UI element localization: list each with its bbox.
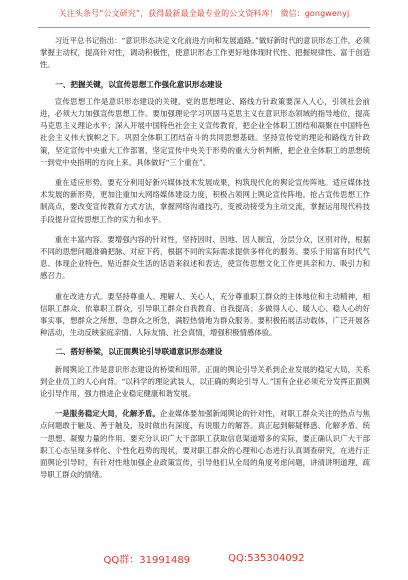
lead-paragraph-text: 企业媒体要加强新闻舆论的针对性，对职工群众关注的热点与焦点问题敢于触及、善于触及，及时做出有深度、有说服力的解答。真正起到解疑释惑、化解矛盾、统一思想、凝聚力量的作用。要充分认识广大干部职工获取信息渠道增多的实际，要正确认识广大干部职工心态呈现多样化、个性化趋势的现状，要对职工群众的心理和心态进行认真调查研究，在进行正面舆论引导时，有针对性地加强企业政策宣传，引导他们从全局的角度考虑问题，讲清讲明道理，疏导职工群众的情绪。 — [40, 409, 370, 480]
lead-phrase: 一是服务稳定大局，化解矛盾。 — [54, 409, 160, 419]
section-2-paragraph: 新闻舆论工作是意识形态建设的桥梁和纽带。正面的舆论引导关系到企业发展的稳定大局，关系到企业员工的人心向背。“以科学的理论武装人，以正确的舆论引导人。”国有企业必须充分发挥正面舆论引导作用，强力推进企业稳定健康和谐发展。 — [40, 364, 370, 399]
section-1-paragraph: 重在改进方式。要坚持尊重人、理解人、关心人，充分尊重职工群众的主体地位和主动精神，相信职工群众、依靠职工群众，引导职工群众自我教育、自我提高；多做得人心、暖人心、稳人心的好事实事，想群众之所想，急群众之所急，满腔热情地为群众服务。要积极拓展活动载体，广泛开展各种活动，生动反映家庭亲情、人际友情、社会真情，增强积极情感体验。 — [40, 291, 370, 338]
footer-qq-contact: QQ:535304092 — [228, 552, 305, 564]
section-1-paragraph: 宣传思想工作是意识形态建设的关键。党的思想理论、路线方针政策要深入人心，引领社会前进，必须大力加强宣传思想工作。要加强理论学习巩固马克思主义在意识形态领域的指导地位，提高马克思主义理论水平；深入开展中国特色社会主义宣传教育，把企业全体职工团结和凝聚在中国特色社会主义伟大旗帜之下。巩固全体职工团结奋斗的共同思想基础。坚持宣传党的理论和路线方针政策，坚定宣传中央重大工作部署，坚定宣传中央关于形势的重大分析判断，把企业全体职工的思想统一到党中央指明的方向上来。具体做好“三个重在”。 — [40, 96, 370, 167]
footer-qq-group: QQ群：31991489 — [103, 554, 191, 566]
section-1-paragraph: 重在适应形势。要充分利用好新兴媒体技术发展成果，构筑现代化的舆论宣传阵地。适应媒体技术发展的新形势，更加注重加大网络媒体建设力度，积极占领网上舆论宣传阵地。抢占宣传思想工作制高点，要改变宣传教育方式方法，掌握网络沟通技巧，变被动接受为主动交流，掌握运用现代科技手段提升宣传思想工作的实力和水平。 — [40, 178, 370, 224]
page-footer — [0, 548, 408, 568]
section-1-heading: 一、把握关键，以宣传思想工作强化意识形态建设 — [55, 79, 223, 89]
section-2-heading: 二、搭好桥梁，以正面舆论引导联通意识形态建设 — [55, 347, 223, 357]
section-1-paragraph: 重在丰富内容。要增强内容的针对性，坚持因时、因地、因人制宜，分层分众，区别对待，根据不同的思想问题准确把脉、对症下药，根据不同的实际需求提供多样化的服务。要乐于用富有时代气息、体现企业特色，贴近群众生活的话语来叙述和表达，使宣传思想文化工作更具亲和力、吸引力和感召力。 — [40, 234, 370, 281]
page-header-banner — [0, 0, 408, 26]
document-body — [40, 35, 370, 482]
header-divider — [38, 27, 370, 28]
intro-paragraph: 习近平总书记指出：“意识形态决定文化前进方向和发展道路。”做好新时代的意识形态工作，必须掌握主动权，提高针对性，调动积极性，使意识形态工作更好地体现时代性、把握规律性、富于创造性。 — [40, 36, 370, 70]
section-2-lead-paragraph — [40, 408, 370, 481]
header-banner-text: 关注头条号“公文研究”，获得最新最全最专业的公文资料库！ 微信：gongwenyj — [58, 8, 350, 18]
